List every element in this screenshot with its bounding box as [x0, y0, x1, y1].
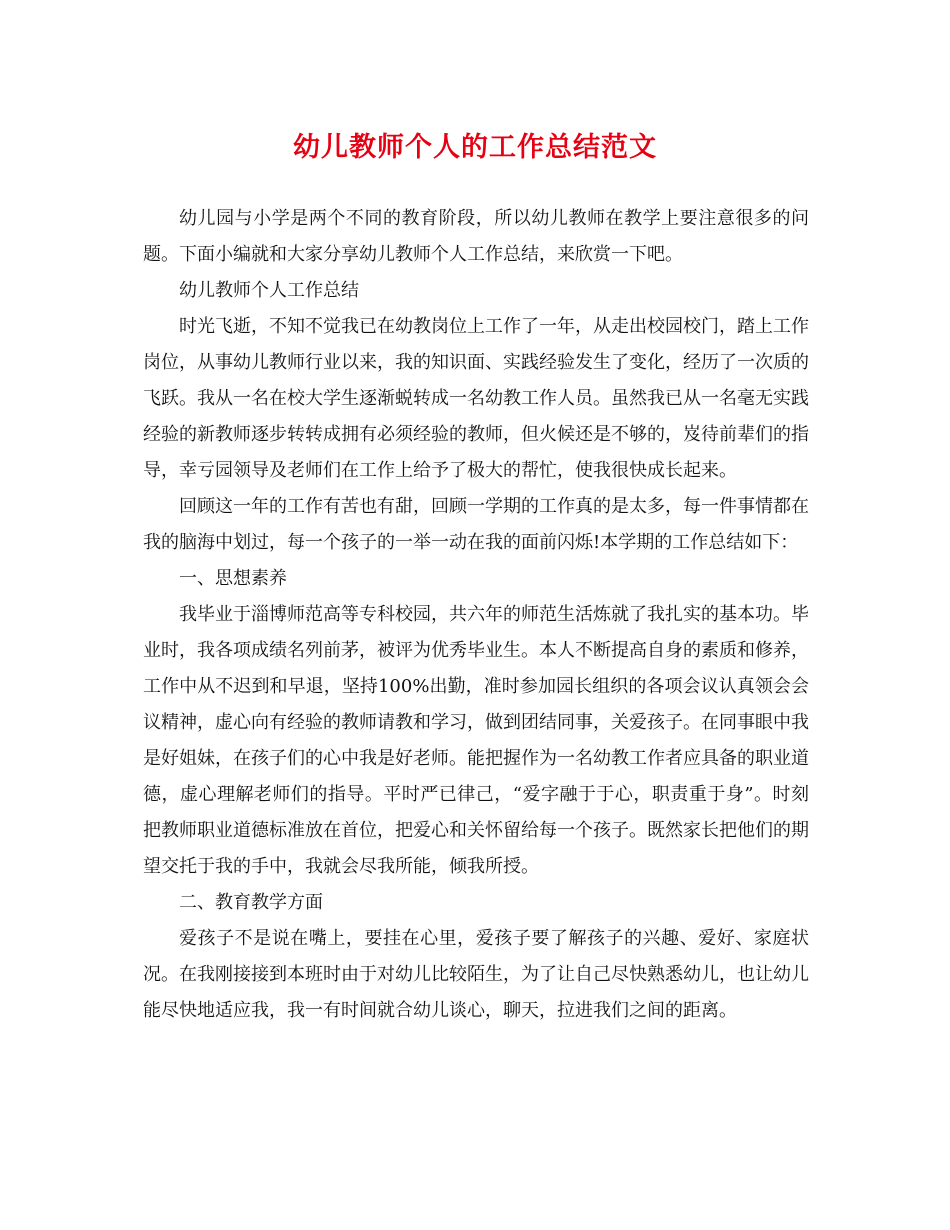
paragraph-ideology: 我毕业于淄博师范高等专科校园，共六年的师范生活炼就了我扎实的基本功。毕业时，我各项成绩名列前茅，被评为优秀毕业生。本人不断提高自身的素质和修养，工作中从不迟到和早退，坚持100%出勤，准时参加园长组织的各项会议认真领会会议精神，虚心向有经验的教师请教和学习，做到团结同事，关爱孩子。在同事眼中我是好姐妹，在孩子们的心中我是好老师。能把握作为一名幼教工作者应具备的职业道德，虚心理解老师们的指导。平时严已律己，“爱字融于于心，职责重于身”。时刻把教师职业道德标准放在首位，把爱心和关怀留给每一个孩子。既然家长把他们的期望交托于我的手中，我就会尽我所能，倾我所授。 — [143, 604, 809, 877]
paragraph-time-flies: 时光飞逝，不知不觉我已在幼教岗位上工作了一年，从走出校园校门，踏上工作岗位，从事幼儿教师行业以来，我的知识面、实践经验发生了变化，经历了一次质的飞跃。我从一名在校大学生逐渐蜕转成一名幼教工作人员。虽然我已从一名毫无实践经验的新教师逐步转转成拥有必须经验的教师，但火候还是不够的，岌待前辈们的指导，幸亏园领导及老师们在工作上给予了极大的帮忙，使我很快成长起来。 — [143, 316, 809, 481]
document-title: 幼儿教师个人的工作总结范文 — [293, 132, 657, 163]
document-body — [143, 201, 809, 1029]
paragraph-review: 回顾这一年的工作有苦也有甜，回顾一学期的工作真的是太多，每一件事情都在我的脑海中划过，每一个孩子的一举一动在我的面前闪烁!本学期的工作总结如下： — [143, 496, 809, 553]
paragraph-intro: 幼儿园与小学是两个不同的教育阶段，所以幼儿教师在教学上要注意很多的问题。下面小编就和大家分享幼儿教师个人工作总结，来欣赏一下吧。 — [143, 208, 809, 265]
section-heading-ideology: 一、思想素养 — [179, 568, 287, 589]
section-heading-summary: 幼儿教师个人工作总结 — [179, 280, 359, 301]
paragraph-teaching: 爱孩子不是说在嘴上，要挂在心里，爱孩子要了解孩子的兴趣、爱好、家庭状况。在我刚接接到本班时由于对幼儿比较陌生，为了让自己尽快熟悉幼儿，也让幼儿能尽快地适应我，我一有时间就合幼儿谈心，聊天，拉进我们之间的距离。 — [143, 928, 809, 1021]
section-heading-teaching: 二、教育教学方面 — [179, 892, 323, 913]
